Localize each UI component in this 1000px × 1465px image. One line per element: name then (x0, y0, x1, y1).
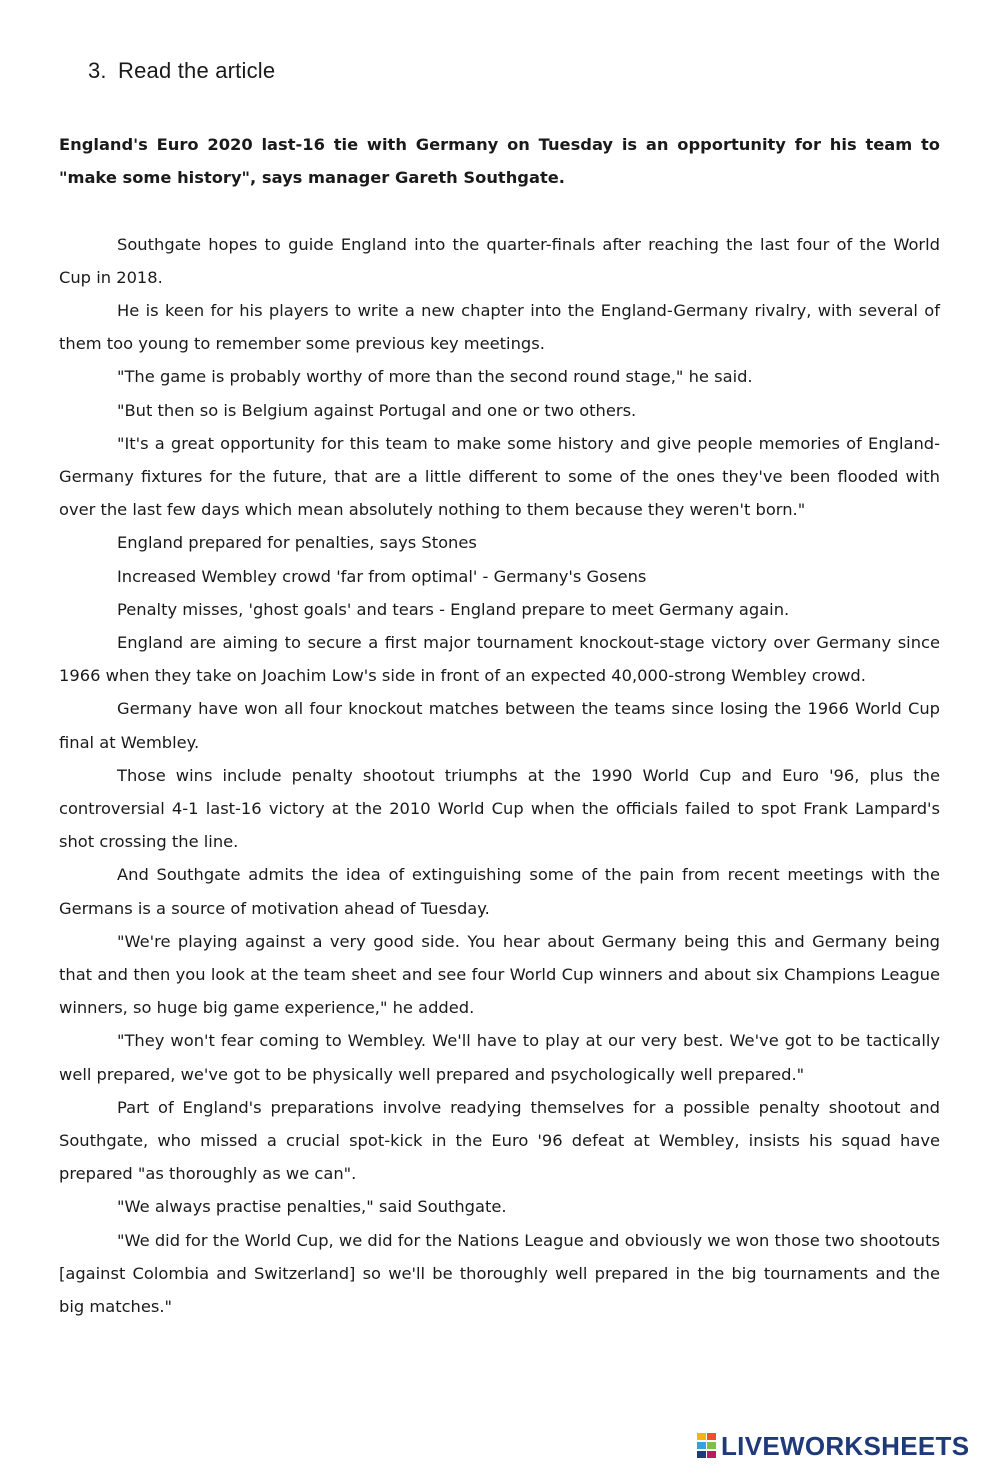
article-lead: England's Euro 2020 last-16 tie with Germany on Tuesday is an opportunity for his team to "make some history", says manager Gareth Southgate. (59, 135, 940, 188)
section-number: 3. (88, 58, 107, 83)
logo-wordmark: LIVEWORKSHEETS (721, 1430, 970, 1461)
article-paragraph: Those wins include penalty shootout triumphs at the 1990 World Cup and Euro '96, plus the controversial 4-1 last-16 victory at the 2010 World Cup when the officials failed to spot Frank Lampard's shot crossing the line. (59, 765, 940, 852)
article-paragraph: "But then so is Belgium against Portugal and one or two others. (117, 400, 637, 420)
related-headline: Increased Wembley crowd 'far from optimal' - Germany's Gosens (117, 566, 647, 586)
section-title: Read the article (118, 58, 276, 83)
article-paragraph: And Southgate admits the idea of extinguishing some of the pain from recent meetings with the Germans is a source of motivation ahead of Tuesday. (59, 865, 940, 918)
article-paragraph: "We always practise penalties," said Southgate. (117, 1197, 507, 1217)
article-paragraph: Germany have won all four knockout matches between the teams since losing the 1966 World Cup final at Wembley. (59, 699, 940, 752)
related-headline: Penalty misses, 'ghost goals' and tears - England prepare to meet Germany again. (117, 599, 790, 619)
article-paragraph: "We did for the World Cup, we did for the Nations League and obviously we won those two shootouts [against Colombia and Switzerland] so we'll be thoroughly well prepared in the big tournaments and the big matches." (59, 1230, 940, 1317)
article-paragraph: Southgate hopes to guide England into the quarter-finals after reaching the last four of the World Cup in 2018. (59, 234, 940, 287)
article-paragraph: "The game is probably worthy of more than the second round stage," he said. (117, 367, 753, 387)
article-paragraph: "It's a great opportunity for this team to make some history and give people memories of England-Germany fixtures for the future, that are a little different to some of the ones they've been flooded with over the last few days which mean absolutely nothing to them because they weren't born." (59, 433, 940, 520)
article-paragraph: He is keen for his players to write a new chapter into the England-Germany rivalry, with several of them too young to remember some previous key meetings. (59, 301, 940, 354)
article-body (59, 128, 940, 1323)
article-paragraph: "They won't fear coming to Wembley. We'll have to play at our very best. We've got to be tactically well prepared, we've got to be physically well prepared and psychologically well prepared." (59, 1031, 940, 1084)
section-heading (88, 58, 275, 84)
article-paragraph: Part of England's preparations involve readying themselves for a possible penalty shootout and Southgate, who missed a crucial spot-kick in the Euro '96 defeat at Wembley, insists his squad have prepared "as thoroughly as we can". (59, 1097, 940, 1184)
liveworksheets-logo-icon (697, 1433, 717, 1459)
article-paragraph: "We're playing against a very good side. You hear about Germany being this and Germany being that and then you look at the team sheet and see four World Cup winners and about six Champions League winners, so huge big game experience," he added. (59, 931, 940, 1018)
article-paragraph: England are aiming to secure a first major tournament knockout-stage victory over Germany since 1966 when they take on Joachim Low's side in front of an expected 40,000-strong Wembley crowd. (59, 633, 940, 686)
liveworksheets-logo (697, 1431, 969, 1461)
related-headline: England prepared for penalties, says Stones (117, 533, 477, 553)
